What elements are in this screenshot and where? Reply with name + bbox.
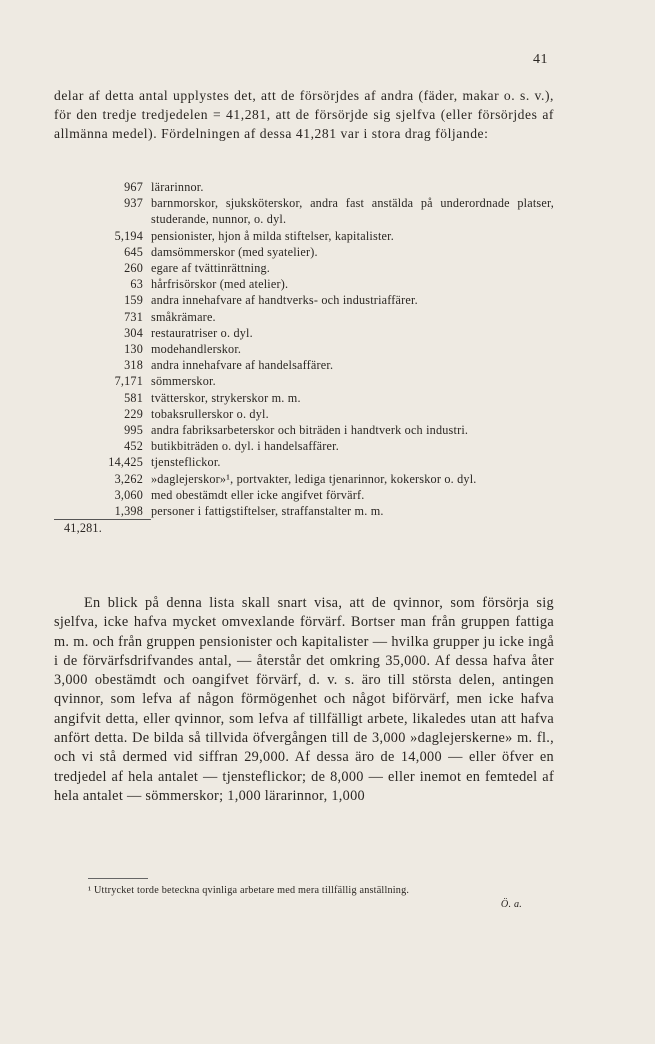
list-item-description: småkrämare. [151, 309, 216, 324]
list-item-description: andra innehafvare af handtverks- och industriaffärer. [151, 293, 418, 308]
list-item [54, 325, 554, 341]
page-number: 41 [533, 52, 548, 67]
list-item-count: 1,398 [54, 503, 151, 520]
footnote-rule [88, 878, 148, 879]
list-item [54, 422, 554, 438]
list-item-description: lärarinnor. [151, 180, 204, 194]
list-item [54, 487, 554, 503]
list-item [54, 438, 554, 454]
intro-text: delar af detta antal upplystes det, att de försörjdes af andra (fäder, makar o. s. v.), för den tredje tredjedelen = 41,281, att de försörjde sig sjelfva (eller försörjdes af allmänna medel). Fördelningen af dessa 41,281 var i stora drag följande: [54, 88, 554, 141]
list-item [54, 309, 554, 325]
list-item [54, 503, 554, 520]
list-item-count: 7,171 [114, 374, 143, 389]
list-item-count: 3,060 [114, 487, 143, 502]
occupation-list [54, 179, 554, 536]
list-item-description: sömmerskor. [151, 374, 216, 389]
list-item [54, 357, 554, 373]
list-item-description: personer i fattigstiftelser, straffanstalter m. m. [151, 504, 384, 519]
list-item-count: 967 [124, 180, 143, 194]
list-item-count: 159 [124, 293, 143, 308]
list-item-count: 581 [124, 390, 143, 405]
list-item-description: tjensteflickor. [151, 455, 221, 470]
list-item [54, 373, 554, 389]
list-item-description: modehandlerskor. [151, 342, 242, 357]
list-item [54, 276, 554, 292]
list-item-count: 645 [124, 244, 143, 259]
list-item-description: pensionister, hjon å milda stiftelser, kapitalister. [151, 228, 394, 243]
list-item-count: 260 [124, 261, 143, 276]
list-item-description: butikbiträden o. dyl. i handelsaffärer. [151, 439, 339, 454]
list-item-count: 229 [124, 406, 143, 421]
list-total-row [54, 520, 554, 536]
list-item-count: 63 [130, 277, 143, 292]
list-item-description: tvätterskor, strykerskor m. m. [151, 390, 301, 405]
list-item-count: 452 [124, 439, 143, 454]
list-item-description: restauratriser o. dyl. [151, 325, 253, 340]
list-item-count: 14,425 [108, 455, 143, 470]
list-item [54, 454, 554, 470]
footnote-text: ¹ Uttrycket torde beteckna qvinliga arbetare med mera tillfällig anställning. [88, 885, 410, 896]
footnote-signature: Ö. a. [500, 899, 522, 910]
list-item-count: 318 [124, 358, 143, 373]
body-text: En blick på denna lista skall snart visa, att de qvinnor, som försörja sig sjelfva, icke hafva mycket omvexlande förvärf. Bortser man från gruppen fattiga m. m. och från gruppen pensionister och kapitalister — hvilka grupper ju icke ingå i de förvärfsdrifvandes antal, — återstår det omkring 35,000. Af dessa hafva åter 3,000 obestämdt och oangifvet förvärf, d. v. s. äro till största delen, antingen qvinnor, som lefva af någon förmögenhet och något biförvärf, men icke hafva angifvit detta, eller qvinnor, som lefva af tillfälligt arbete, likaledes utan att hafva anfört detta. De bilda så tillvida öfvergången till de 3,000 »daglejerskerne» m. fl., och vi stå dermed vid siffran 29,000. Af dessa äro de 14,000 — eller öfver en tredjedel af hela antalet — tjensteflickor; de 8,000 — eller inemot en femtedel af hela antalet — sömmerskor; 1,000 lärarinnor, 1,000 [54, 595, 554, 804]
list-item [54, 406, 554, 422]
list-item-description: andra fabriksarbeterskor och biträden i handtverk och industri. [151, 423, 469, 438]
list-item-description: med obestämdt eller icke angifvet förvärf. [151, 487, 365, 502]
list-total: 41,281. [64, 521, 102, 536]
list-item-description: egare af tvättinrättning. [151, 261, 271, 276]
list-item-description: damsömmerskor (med syatelier). [151, 244, 318, 259]
list-item-count: 995 [124, 423, 143, 438]
list-item-count: 304 [124, 325, 143, 340]
intro-paragraph [54, 86, 554, 143]
body-paragraph [54, 594, 554, 806]
list-item-count: 130 [124, 342, 143, 357]
footnote [88, 884, 554, 912]
list-item [54, 228, 554, 244]
list-item-description: »daglejerskor»¹, portvakter, lediga tjenarinnor, kokerskor o. dyl. [151, 471, 477, 486]
list-item [54, 341, 554, 357]
list-item [54, 390, 554, 406]
list-item-description: tobaksrullerskor o. dyl. [151, 406, 269, 421]
list-item-description: barnmorskor, sjuksköterskor, andra fast anstälda på underordnade platser, studerande, nunnor, o. dyl. [151, 196, 554, 227]
list-item-count: 937 [124, 196, 143, 211]
list-item-count: 5,194 [114, 228, 143, 243]
list-item-count: 3,262 [114, 471, 143, 486]
list-item [54, 471, 554, 487]
list-item-description: andra innehafvare af handelsaffärer. [151, 358, 334, 373]
list-item [54, 195, 554, 227]
list-item-count: 731 [124, 309, 143, 324]
list-item [54, 179, 554, 195]
list-item [54, 292, 554, 308]
list-item-description: hårfrisörskor (med atelier). [151, 277, 289, 292]
list-item [54, 244, 554, 260]
list-item [54, 260, 554, 276]
